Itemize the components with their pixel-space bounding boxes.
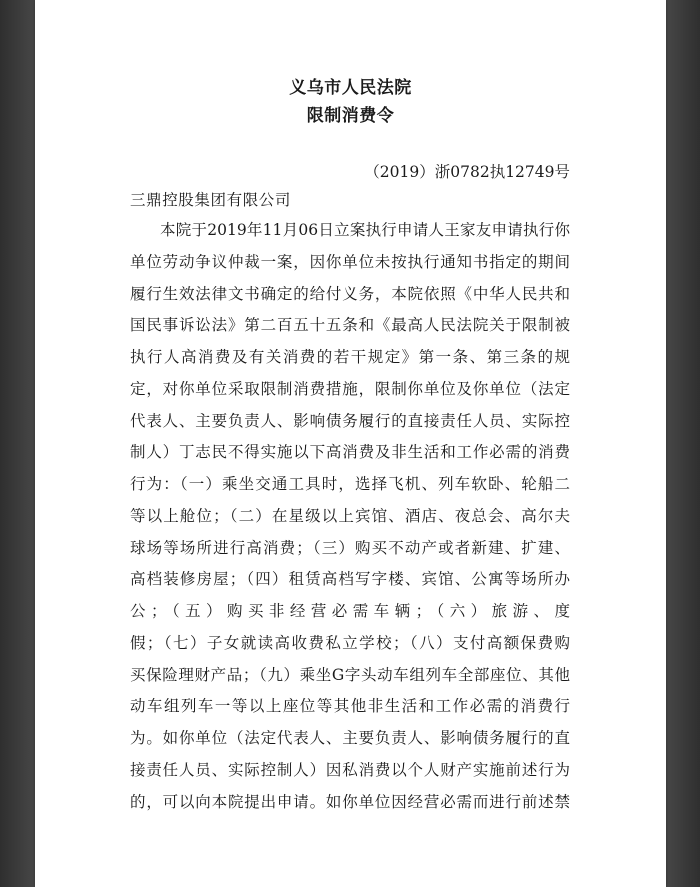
body-line: 履行生效法律文书确定的给付义务，本院依照《中华人民共和 bbox=[130, 284, 570, 303]
body-line: 制人）丁志民不得实施以下高消费及非生活和工作必需的消费 bbox=[130, 443, 570, 462]
body-line: 买保险理财产品；（九）乘坐G字头动车组列车全部座位、其他 bbox=[130, 665, 570, 684]
body-line: 国民事诉讼法》第二百五十五条和《最高人民法院关于限制被 bbox=[130, 316, 570, 335]
document-type-title: 限制消费令 bbox=[306, 106, 395, 126]
body-line: 行为：（一）乘坐交通工具时，选择飞机、列车软卧、轮船二 bbox=[130, 475, 570, 494]
body-line: 执行人高消费及有关消费的若干规定》第一条、第三条的规 bbox=[130, 348, 570, 367]
order-body bbox=[130, 215, 570, 819]
case-number: （2019）浙0782执12749号 bbox=[364, 163, 570, 181]
left-viewer-margin bbox=[0, 0, 35, 887]
body-line: 单位劳动争议仲裁一案，因你单位未按执行通知书指定的期间 bbox=[130, 252, 570, 271]
body-line: 为。如你单位（法定代表人、主要负责人、影响债务履行的直 bbox=[130, 729, 570, 748]
document-page bbox=[35, 0, 666, 887]
body-line: 接责任人员、实际控制人）因私消费以个人财产实施前述行为 bbox=[130, 761, 570, 780]
body-line: 假；（七）子女就读高收费私立学校；（八）支付高额保费购 bbox=[130, 633, 570, 652]
body-line: 高档装修房屋；（四）租赁高档写字楼、宾馆、公寓等场所办 bbox=[130, 570, 570, 589]
body-line: 的，可以向本院提出申请。如你单位因经营必需而进行前述禁 bbox=[130, 792, 570, 811]
body-line: 球场等场所进行高消费；（三）购买不动产或者新建、扩建、 bbox=[130, 538, 570, 557]
body-line: 定，对你单位采取限制消费措施，限制你单位及你单位（法定 bbox=[130, 379, 570, 398]
right-viewer-margin bbox=[666, 0, 700, 887]
body-line: 动车组列车一等以上座位等其他非生活和工作必需的消费行 bbox=[130, 697, 570, 716]
recipient-name: 三鼎控股集团有限公司 bbox=[130, 191, 292, 209]
body-line: 公；（五）购买非经营必需车辆；（六）旅游、度 bbox=[130, 602, 570, 621]
body-line: 本院于2019年11月06日立案执行申请人王家友申请执行你 bbox=[160, 221, 570, 239]
court-name-title: 义乌市人民法院 bbox=[289, 78, 412, 98]
body-line: 代表人、主要负责人、影响债务履行的直接责任人员、实际控 bbox=[130, 411, 570, 430]
body-line: 等以上舱位；（二）在星级以上宾馆、酒店、夜总会、高尔夫 bbox=[130, 506, 570, 525]
